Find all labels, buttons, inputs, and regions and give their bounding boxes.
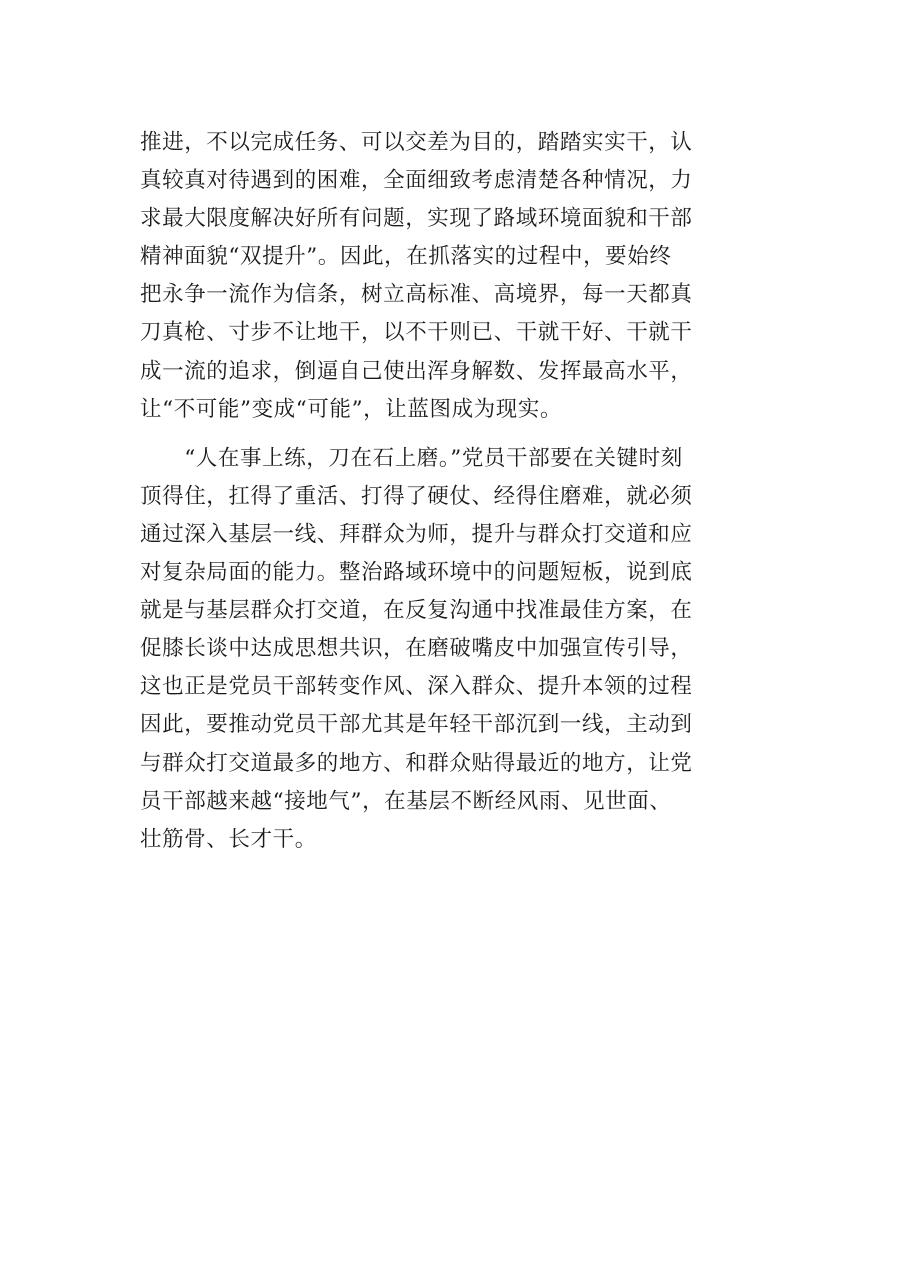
text-line: 壮筋骨、长才干。	[140, 826, 317, 852]
text-line: 因此，要推动党员干部尤其是年轻干部沉到一线，主动到	[140, 712, 693, 738]
text-line: 精神面貌“双提升”。因此，在抓落实的过程中，要始终	[140, 244, 672, 270]
text-line: 顶得住，扛得了重活、打得了硬仗、经得住磨难，就必须	[140, 483, 693, 509]
text-line: 这也正是党员干部转变作风、深入群众、提升本领的过程	[140, 674, 693, 700]
text-line: 推进，不以完成任务、可以交差为目的，踏踏实实干，认	[140, 130, 693, 155]
text-line: 与群众打交道最多的地方、和群众贴得最近的地方，让党	[140, 750, 693, 776]
paragraph-spacing	[140, 429, 780, 440]
paragraph-1	[140, 124, 780, 429]
text-line: 通过深入基层一线、拜群众为师，提升与群众打交道和应	[140, 521, 693, 547]
text-line: 就是与基层群众打交道，在反复沟通中找准最佳方案，在	[140, 598, 693, 624]
document-body	[140, 124, 780, 859]
text-line: “人在事上练，刀在石上磨。”党员干部要在关键时刻	[140, 445, 683, 471]
text-line: 员干部越来越“接地气”，在基层不断经风雨、见世面、	[140, 788, 672, 814]
text-line: 求最大限度解决好所有问题，实现了路域环境面貌和干部	[140, 206, 693, 232]
text-line: 成一流的追求，倒逼自己使出浑身解数、发挥最高水平，	[140, 358, 693, 384]
text-line: 真较真对待遇到的困难，全面细致考虑清楚各种情况，力	[140, 168, 693, 194]
text-line: 促膝长谈中达成思想共识，在磨破嘴皮中加强宣传引导，	[140, 636, 693, 662]
text-line: 让“不可能”变成“可能”，让蓝图成为现实。	[140, 396, 563, 422]
text-line: 刀真枪、寸步不让地干，以不干则已、干就干好、干就干	[140, 320, 693, 346]
text-line: 对复杂局面的能力。整治路域环境中的问题短板，说到底	[140, 560, 693, 586]
text-line: 把永争一流作为信条，树立高标准、高境界，每一天都真	[140, 282, 693, 308]
paragraph-2	[140, 440, 780, 859]
